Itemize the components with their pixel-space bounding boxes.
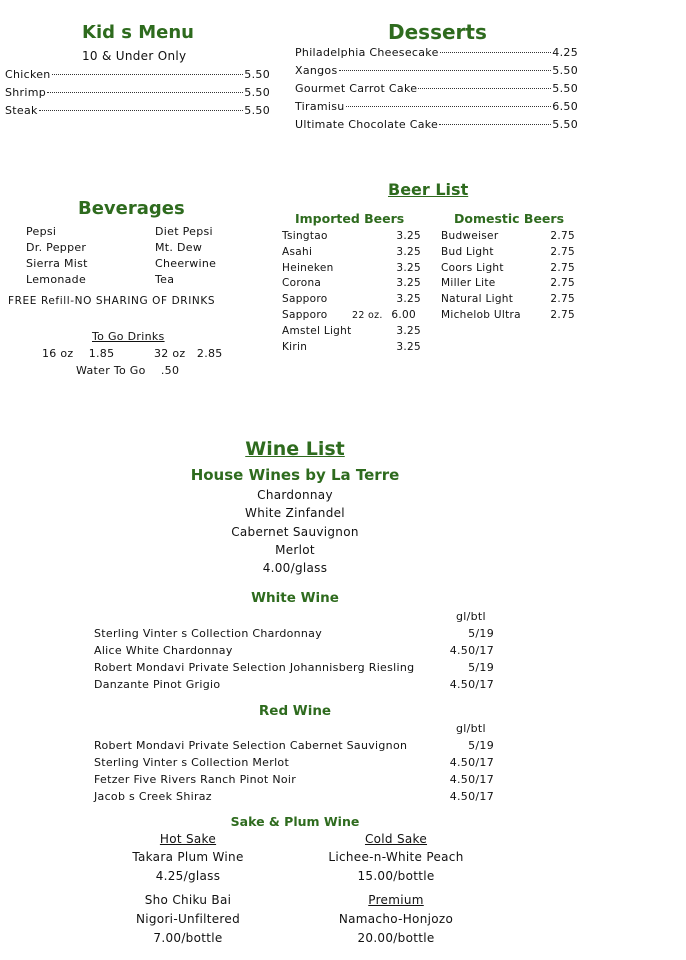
house-wine-item: Cabernet Sauvignon xyxy=(231,525,359,539)
leader-dots xyxy=(346,106,552,107)
beer-size xyxy=(374,261,394,277)
wine-name: Robert Mondavi Private Selection Cabernet Sauvignon xyxy=(94,739,408,752)
kids-item-name: Shrimp xyxy=(5,86,47,99)
beer-price: 2.75 xyxy=(550,261,575,274)
dessert-item-price: 5.50 xyxy=(552,82,578,95)
water-to-go-label: Water To Go xyxy=(76,364,146,377)
leader-dots xyxy=(47,92,243,93)
dessert-item-price: 4.25 xyxy=(552,46,578,59)
dessert-item xyxy=(295,46,578,59)
hot-sake-title: Hot Sake xyxy=(159,832,217,846)
water-to-go-price: .50 xyxy=(160,364,180,377)
leader-dots xyxy=(418,88,551,89)
leader-dots xyxy=(439,124,551,125)
beer-price: 2.75 xyxy=(550,277,575,290)
cold-sake-title: Cold Sake xyxy=(364,832,428,846)
imported-beer xyxy=(282,276,421,292)
imported-beer xyxy=(282,245,421,261)
kids-item-price: 5.50 xyxy=(244,68,270,81)
wine-name: Sterling Vinter s Collection Merlot xyxy=(94,756,290,769)
kids-item-chicken xyxy=(5,68,270,81)
wine-price: 4.50/17 xyxy=(449,790,494,803)
white-wine-row xyxy=(94,625,494,642)
kids-item-shrimp xyxy=(5,86,270,99)
beer-price: 3.25 xyxy=(396,230,421,242)
wine-name: Alice White Chardonnay xyxy=(94,644,233,657)
to-go-16oz-price: 1.85 xyxy=(88,347,115,360)
wine-name: Sterling Vinter s Collection Chardonnay xyxy=(94,627,323,640)
beverages-title: Beverages xyxy=(78,198,185,219)
kids-item-steak xyxy=(5,104,270,117)
to-go-32oz-size: 32 oz xyxy=(154,347,186,360)
cold-sake-item: Lichee-n-White Peach xyxy=(328,850,464,864)
beer-price: 3.25 xyxy=(396,277,421,290)
beverage-item: Tea xyxy=(155,273,175,286)
leader-dots xyxy=(440,52,552,53)
beer-price: 2.75 xyxy=(550,245,575,258)
free-refill-note: FREE Refill-NO SHARING OF DRINKS xyxy=(8,295,216,307)
leader-dots xyxy=(339,70,552,71)
domestic-beer xyxy=(441,308,575,324)
beer-name: Heineken xyxy=(282,261,334,274)
beer-size xyxy=(374,276,394,292)
wine-price: 5/19 xyxy=(468,661,494,674)
beer-size xyxy=(374,324,394,340)
imported-beer xyxy=(282,324,421,340)
wine-name: Robert Mondavi Private Selection Johannisberg Riesling xyxy=(94,661,415,674)
dessert-item-price: 5.50 xyxy=(552,118,578,131)
beer-name: Coors Light xyxy=(441,261,504,274)
dessert-item-name: Gourmet Carrot Cake xyxy=(295,82,418,95)
domestic-beer xyxy=(441,276,575,292)
red-wine-header: gl/btl xyxy=(456,722,486,735)
wine-price: 4.50/17 xyxy=(449,773,494,786)
dessert-item-name: Tiramisu xyxy=(295,100,345,113)
dessert-item-price: 6.50 xyxy=(552,100,578,113)
premium-sake-price: 20.00/bottle xyxy=(357,931,435,945)
hot-sake-price: 4.25/glass xyxy=(155,869,221,883)
beer-name: Michelob Ultra xyxy=(441,308,521,321)
to-go-32oz xyxy=(154,347,223,360)
domestic-beers-list xyxy=(441,229,575,324)
beer-size xyxy=(374,340,394,356)
wine-price: 5/19 xyxy=(468,739,494,752)
beer-price: 3.25 xyxy=(396,324,421,337)
white-wine-row xyxy=(94,642,494,659)
to-go-16oz xyxy=(42,347,114,360)
beverage-item: Lemonade xyxy=(26,273,87,286)
wine-name: Jacob s Creek Shiraz xyxy=(94,790,212,803)
imported-beer xyxy=(282,292,421,308)
to-go-drinks-title: To Go Drinks xyxy=(92,330,165,343)
white-wine-row xyxy=(94,659,494,676)
red-wine-row xyxy=(94,788,494,805)
wine-price: 4.50/17 xyxy=(449,678,494,691)
beer-price: 3.25 xyxy=(396,293,421,306)
white-wine-title: White Wine xyxy=(251,590,339,606)
beverage-item: Pepsi xyxy=(26,225,57,238)
imported-beer xyxy=(282,308,421,324)
sake-plum-wine-title: Sake & Plum Wine xyxy=(230,814,360,829)
wine-price: 4.50/17 xyxy=(449,644,494,657)
kids-menu-title: Kid s Menu xyxy=(82,22,194,43)
beer-size xyxy=(374,229,394,245)
imported-beers-title: Imported Beers xyxy=(295,211,405,226)
beer-price: 2.75 xyxy=(550,230,575,242)
cold-sake-price: 15.00/bottle xyxy=(357,869,435,883)
premium-sake-item: Namacho-Honjozo xyxy=(338,912,454,926)
house-wine-item: Chardonnay xyxy=(257,488,333,502)
desserts-title: Desserts xyxy=(388,20,487,44)
dessert-item-price: 5.50 xyxy=(552,64,578,77)
dessert-item-name: Philadelphia Cheesecake xyxy=(295,46,439,59)
house-wine-item: White Zinfandel xyxy=(245,506,345,520)
white-wine-header: gl/btl xyxy=(456,610,486,623)
domestic-beer xyxy=(441,229,575,245)
beer-price: 2.75 xyxy=(550,293,575,306)
imported-beer xyxy=(282,261,421,277)
leader-dots xyxy=(52,74,244,75)
sho-chiku-bai-price: 7.00/bottle xyxy=(153,931,223,945)
red-wine-row xyxy=(94,771,494,788)
kids-menu-subtitle: 10 & Under Only xyxy=(82,49,187,63)
dessert-item xyxy=(295,82,578,95)
wine-price: 4.50/17 xyxy=(449,756,494,769)
beverages-column-1 xyxy=(26,224,88,288)
kids-item-name: Chicken xyxy=(5,68,51,81)
domestic-beer xyxy=(441,261,575,277)
beer-size xyxy=(374,292,394,308)
dessert-item xyxy=(295,64,578,77)
beer-name: Kirin xyxy=(282,340,308,353)
to-go-16oz-size: 16 oz xyxy=(42,347,74,360)
white-wine-row xyxy=(94,676,494,693)
beverage-item: Sierra Mist xyxy=(26,257,88,270)
red-wine-row xyxy=(94,754,494,771)
red-wine-row xyxy=(94,737,494,754)
wine-name: Fetzer Five Rivers Ranch Pinot Noir xyxy=(94,773,297,786)
dessert-item-name: Ultimate Chocolate Cake xyxy=(295,118,439,131)
house-wines-title: House Wines by La Terre xyxy=(190,466,400,484)
imported-beer xyxy=(282,340,421,356)
imported-beers-list xyxy=(282,229,421,355)
beer-name: Corona xyxy=(282,277,322,290)
wine-list-title: Wine List xyxy=(245,438,345,460)
dessert-item xyxy=(295,100,578,113)
water-to-go xyxy=(76,364,179,377)
kids-item-price: 5.50 xyxy=(244,86,270,99)
house-wine-item: Merlot xyxy=(275,543,315,557)
beer-name: Bud Light xyxy=(441,245,494,258)
beer-name: Sapporo xyxy=(282,308,328,321)
beer-price: 6.00 xyxy=(391,308,416,321)
beer-price: 2.75 xyxy=(550,308,575,321)
kids-item-name: Steak xyxy=(5,104,38,117)
beverage-item: Dr. Pepper xyxy=(26,241,87,254)
domestic-beer xyxy=(441,292,575,308)
dessert-item-name: Xangos xyxy=(295,64,338,77)
beer-name: Sapporo xyxy=(282,293,328,306)
beverages-column-2 xyxy=(155,224,216,288)
sho-chiku-bai-item: Nigori-Unfiltered xyxy=(135,912,240,926)
beer-name: Amstel Light xyxy=(282,324,352,337)
red-wine-title: Red Wine xyxy=(258,703,332,719)
imported-beer xyxy=(282,229,421,245)
hot-sake-item: Takara Plum Wine xyxy=(132,850,244,864)
beer-name: Tsingtao xyxy=(282,230,328,242)
domestic-beer xyxy=(441,245,575,261)
premium-sake-title: Premium xyxy=(368,893,424,907)
beer-name: Asahi xyxy=(282,245,313,258)
beer-size xyxy=(374,245,394,261)
beer-price: 3.25 xyxy=(396,245,421,258)
dessert-item xyxy=(295,118,578,131)
house-wine-price: 4.00/glass xyxy=(262,561,328,575)
wine-price: 5/19 xyxy=(468,627,494,640)
beer-list-title: Beer List xyxy=(388,180,469,199)
beverage-item: Cheerwine xyxy=(155,257,217,270)
beer-name: Natural Light xyxy=(441,293,514,306)
kids-item-price: 5.50 xyxy=(244,104,270,117)
sho-chiku-bai-name: Sho Chiku Bai xyxy=(144,893,232,907)
wine-name: Danzante Pinot Grigio xyxy=(94,678,221,691)
beer-name: Budweiser xyxy=(441,230,499,242)
beer-name: Miller Lite xyxy=(441,277,496,290)
beverage-item: Mt. Dew xyxy=(155,241,203,254)
domestic-beers-title: Domestic Beers xyxy=(454,211,565,226)
beer-price: 3.25 xyxy=(396,340,421,353)
leader-dots xyxy=(39,110,244,111)
beverage-item: Diet Pepsi xyxy=(155,225,213,238)
to-go-32oz-price: 2.85 xyxy=(196,347,223,360)
beer-price: 3.25 xyxy=(396,261,421,274)
beer-size: 22 oz. xyxy=(352,309,383,321)
